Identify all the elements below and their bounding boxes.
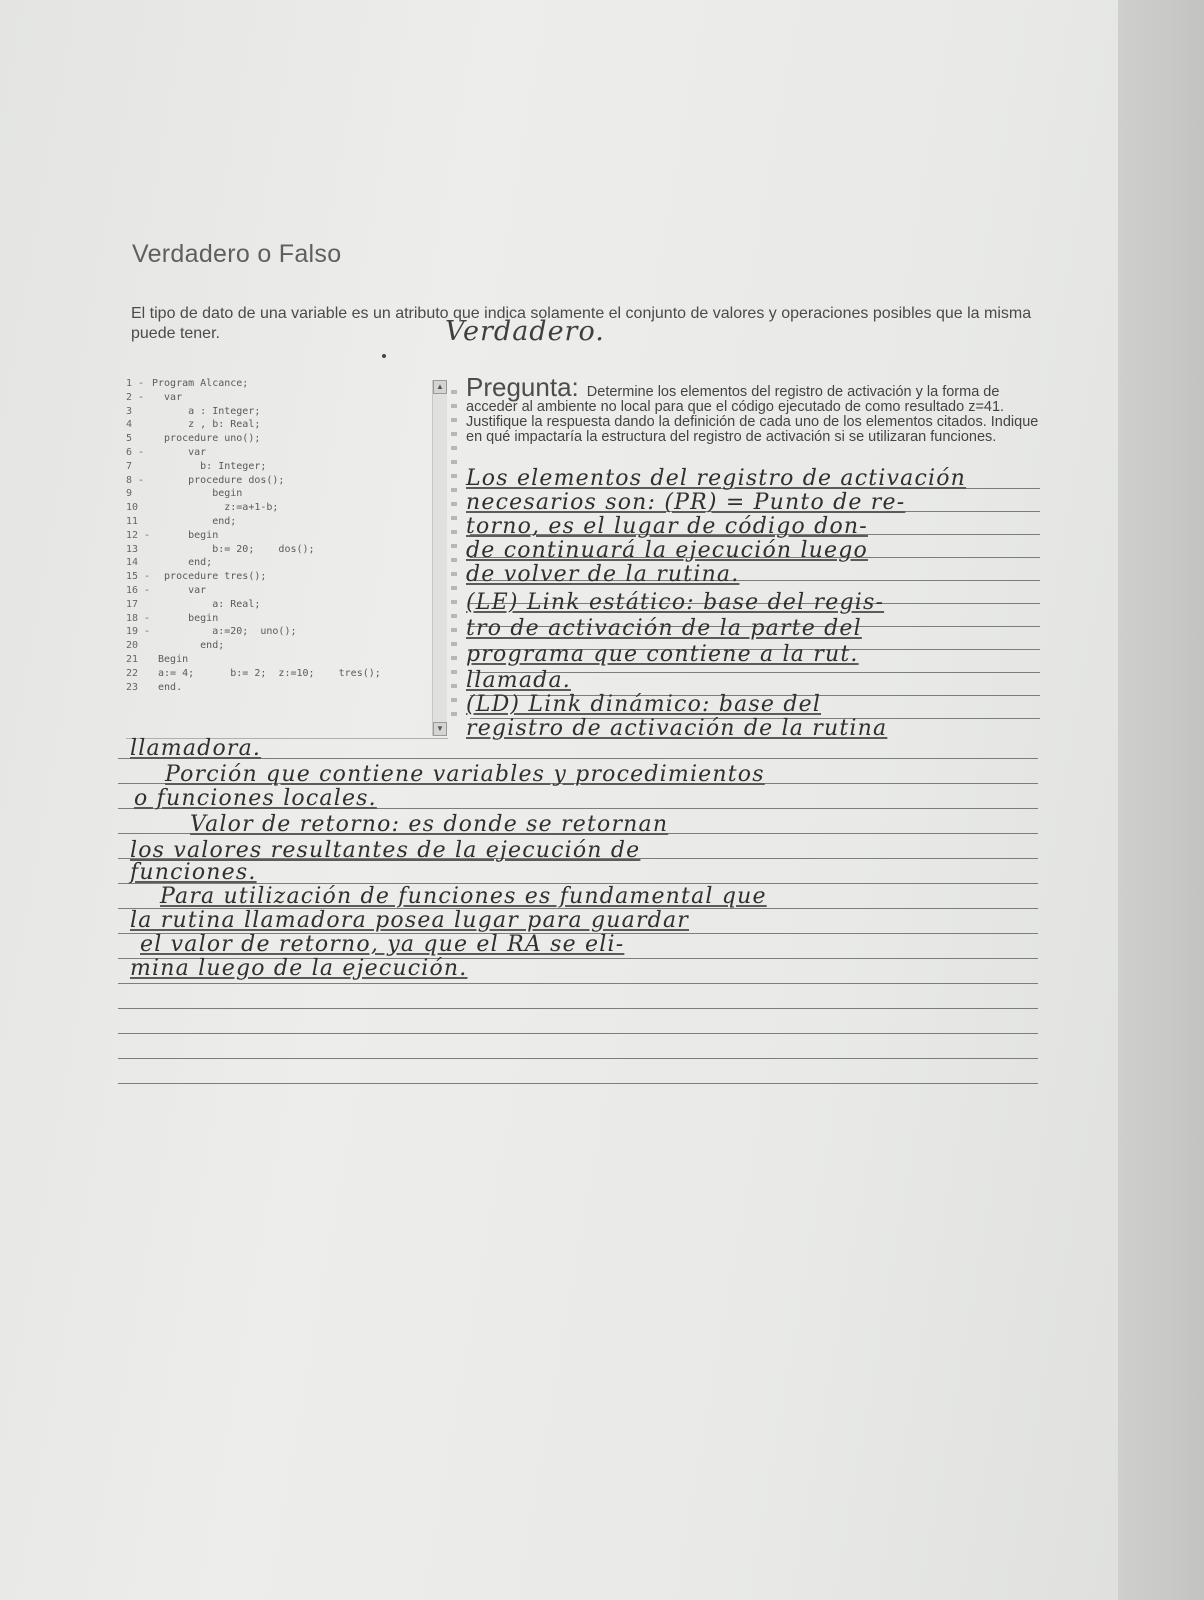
line-number: 21 bbox=[126, 654, 139, 665]
code-line bbox=[126, 530, 218, 543]
gutter-mark bbox=[451, 600, 457, 604]
code-text: Begin bbox=[152, 654, 189, 665]
gutter-mark bbox=[451, 404, 457, 408]
line-number: 17 bbox=[126, 598, 139, 610]
line-number: 19 - bbox=[126, 626, 151, 638]
handwritten-line: torno, es el lugar de código don- bbox=[466, 514, 868, 539]
code-line bbox=[126, 585, 206, 598]
gutter-mark bbox=[451, 712, 457, 716]
code-text: procedure tres(); bbox=[152, 571, 267, 583]
line-number: 13 bbox=[126, 543, 139, 555]
statement-answer-handwritten: Verdadero. bbox=[445, 316, 605, 347]
code-listing bbox=[126, 378, 446, 738]
gutter-mark bbox=[451, 432, 457, 436]
ruled-line bbox=[118, 1083, 1038, 1084]
gutter-mark bbox=[451, 614, 457, 618]
gutter-mark bbox=[451, 474, 457, 478]
code-text: end; bbox=[152, 516, 237, 527]
code-text: a:=20; uno(); bbox=[152, 626, 297, 638]
handwritten-line: Para utilización de funciones es fundamental que bbox=[160, 884, 767, 909]
code-text: begin bbox=[152, 612, 219, 624]
code-text: z:=a+1-b; bbox=[152, 502, 279, 514]
gutter-mark bbox=[451, 670, 457, 674]
code-line bbox=[126, 461, 266, 474]
line-number: 14 bbox=[126, 557, 139, 569]
handwritten-line: la rutina llamadora posea lugar para guardar bbox=[130, 908, 689, 933]
scroll-down-icon[interactable]: ▼ bbox=[433, 722, 447, 736]
background-surface bbox=[1118, 0, 1204, 1600]
code-text: b:= 20; dos(); bbox=[152, 543, 315, 555]
code-line bbox=[126, 571, 266, 584]
handwritten-line: tro de activación de la parte del bbox=[466, 616, 862, 641]
code-line bbox=[126, 640, 224, 653]
gutter-mark bbox=[451, 572, 457, 576]
ruled-line bbox=[118, 1033, 1038, 1034]
code-line bbox=[126, 433, 260, 446]
code-scrollbar[interactable] bbox=[432, 380, 447, 736]
gutter-mark bbox=[451, 586, 457, 590]
gutter-mark bbox=[451, 530, 457, 534]
line-number: 2 - bbox=[126, 391, 145, 403]
line-number: 3 bbox=[126, 405, 133, 417]
handwritten-line: llamada. bbox=[466, 668, 571, 693]
handwritten-line: Los elementos del registro de activación bbox=[466, 466, 967, 491]
line-number: 22 bbox=[126, 667, 139, 679]
line-number: 11 bbox=[126, 516, 139, 527]
code-line bbox=[126, 406, 260, 419]
gutter-mark bbox=[451, 698, 457, 702]
code-text: a : Integer; bbox=[152, 405, 261, 417]
code-line bbox=[126, 488, 242, 501]
ruled-line bbox=[118, 983, 1038, 984]
line-number: 4 bbox=[126, 419, 133, 431]
code-line bbox=[126, 392, 182, 405]
gutter-mark bbox=[451, 390, 457, 394]
code-text: z , b: Real; bbox=[152, 419, 261, 431]
handwritten-line: de continuará la ejecución luego bbox=[466, 538, 869, 563]
handwritten-line: Porción que contiene variables y procedimientos bbox=[165, 762, 765, 787]
line-number: 6 - bbox=[126, 447, 145, 458]
code-line bbox=[126, 419, 260, 432]
section-title: Verdadero o Falso bbox=[132, 240, 342, 268]
gutter-mark bbox=[451, 460, 457, 464]
code-text: end; bbox=[152, 640, 225, 652]
question-block bbox=[466, 372, 1046, 445]
gutter-mark bbox=[451, 544, 457, 548]
code-line bbox=[126, 378, 248, 391]
line-number: 12 - bbox=[126, 529, 151, 541]
gutter-mark bbox=[451, 502, 457, 506]
handwritten-line: funciones. bbox=[130, 860, 257, 885]
line-number: 9 bbox=[126, 488, 133, 500]
line-number: 23 bbox=[126, 681, 139, 693]
gutter-mark bbox=[451, 418, 457, 422]
ink-dot bbox=[382, 354, 386, 358]
code-line bbox=[126, 502, 278, 515]
gutter-mark bbox=[451, 684, 457, 688]
gutter-mark bbox=[451, 446, 457, 450]
code-line bbox=[126, 654, 188, 667]
code-line bbox=[126, 475, 284, 488]
code-line bbox=[126, 447, 206, 460]
ruled-line bbox=[118, 1008, 1038, 1009]
code-text: procedure dos(); bbox=[152, 474, 285, 486]
code-text: var bbox=[152, 585, 207, 596]
ruled-line bbox=[118, 1058, 1038, 1059]
question-text: Determine los elementos del registro de activación y la forma de acceder al ambiente no local para que el código ejecutado de como resultado z=41. Justifique la respuesta dando la definición de cada uno de los elementos citados. Indique en qué impactaría la estructura del registro de activación si se utilizaran funciones. bbox=[466, 384, 1039, 445]
code-line bbox=[126, 544, 315, 557]
code-text: begin bbox=[152, 529, 219, 541]
gutter-mark bbox=[451, 628, 457, 632]
handwritten-line: programa que contiene a la rut. bbox=[466, 642, 859, 667]
handwritten-line: llamadora. bbox=[130, 736, 262, 761]
question-label: Pregunta: bbox=[466, 372, 579, 402]
gutter-mark bbox=[451, 656, 457, 660]
gutter-mark bbox=[451, 488, 457, 492]
code-text: a: Real; bbox=[152, 598, 261, 610]
code-line bbox=[126, 557, 212, 570]
line-number: 10 bbox=[126, 502, 139, 514]
line-number: 7 bbox=[126, 460, 133, 472]
handwritten-line: los valores resultantes de la ejecución de bbox=[130, 838, 641, 863]
code-text: end. bbox=[152, 681, 183, 693]
handwritten-line: de volver de la rutina. bbox=[466, 562, 740, 587]
code-text: Program Alcance; bbox=[152, 378, 249, 389]
code-line bbox=[126, 516, 236, 529]
line-number: 16 - bbox=[126, 585, 151, 596]
handwritten-line: el valor de retorno, ya que el RA se eli- bbox=[140, 932, 625, 957]
code-text: var bbox=[152, 391, 183, 403]
gutter-mark bbox=[451, 642, 457, 646]
handwritten-line: o funciones locales. bbox=[134, 786, 377, 811]
code-line bbox=[126, 626, 297, 639]
code-text: end; bbox=[152, 557, 213, 569]
code-line bbox=[126, 682, 182, 695]
code-text: begin bbox=[152, 488, 243, 500]
statement-text: El tipo de dato de una variable es un atributo que indica solamente el conjunto de valores y operaciones posibles que la misma puede tener. bbox=[131, 305, 1032, 342]
code-text: b: Integer; bbox=[152, 460, 267, 472]
line-number: 1 - bbox=[126, 378, 145, 389]
line-number: 8 - bbox=[126, 474, 145, 486]
code-text: var bbox=[152, 447, 207, 458]
code-line bbox=[126, 668, 381, 681]
gutter-mark bbox=[451, 558, 457, 562]
gutter-mark bbox=[451, 516, 457, 520]
handwritten-line: mina luego de la ejecución. bbox=[130, 956, 468, 981]
code-text: a:= 4; b:= 2; z:=10; tres(); bbox=[152, 667, 381, 679]
handwritten-line: registro de activación de la rutina bbox=[466, 716, 888, 741]
line-number: 18 - bbox=[126, 612, 151, 624]
handwritten-line: (LE) Link estático: base del regis- bbox=[466, 590, 885, 615]
code-line bbox=[126, 613, 218, 626]
line-number: 5 bbox=[126, 433, 133, 445]
scroll-up-icon[interactable]: ▲ bbox=[433, 380, 447, 394]
line-number: 20 bbox=[126, 640, 139, 652]
handwritten-line: Valor de retorno: es donde se retornan bbox=[190, 812, 669, 837]
code-text: procedure uno(); bbox=[152, 433, 261, 445]
code-line bbox=[126, 599, 260, 612]
handwritten-line: (LD) Link dinámico: base del bbox=[466, 692, 822, 717]
line-number: 15 - bbox=[126, 571, 151, 583]
handwritten-line: necesarios son: (PR) = Punto de re- bbox=[466, 490, 906, 515]
